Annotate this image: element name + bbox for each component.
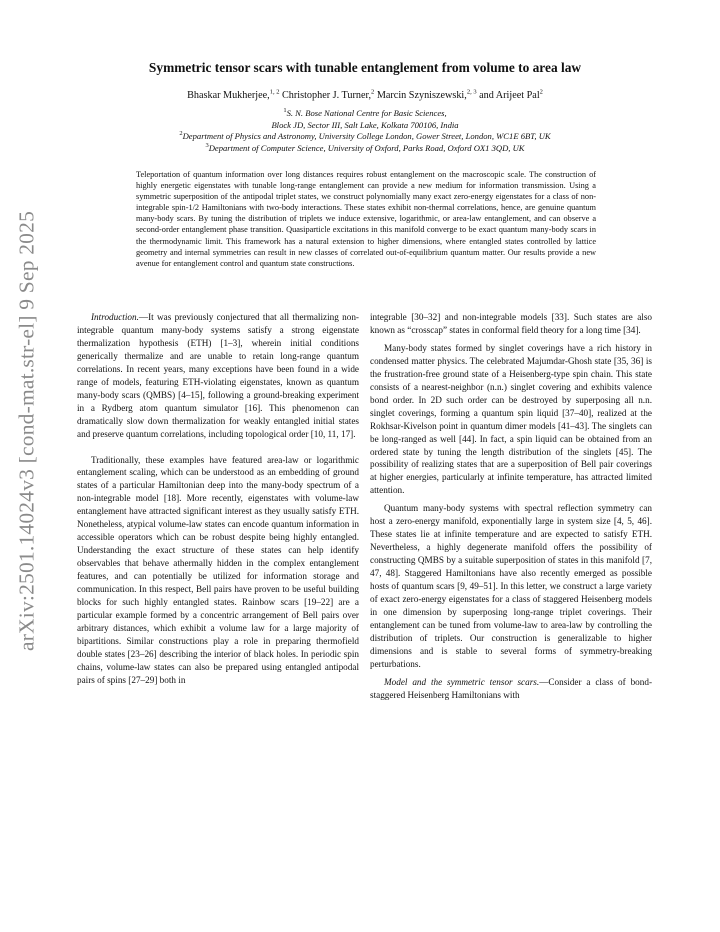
affiliation-line bbox=[60, 108, 670, 120]
paragraph bbox=[77, 311, 359, 441]
section-lead: Model and the symmetric tensor scars. bbox=[384, 676, 540, 687]
arxiv-identifier-text: arXiv:2501.14024v3 [cond-mat.str-el] 9 Sep 2025 bbox=[14, 210, 39, 652]
author-affiliation-mark: 2 bbox=[539, 88, 543, 96]
affiliation-text: S. N. Bose National Centre for Basic Sciences, bbox=[286, 108, 447, 118]
author-affiliation-mark: 2, 3 bbox=[466, 88, 477, 96]
author-affiliation-mark: 2 bbox=[371, 88, 375, 96]
right-column bbox=[370, 311, 652, 702]
paragraph-text: —Consider a class of bond-staggered Heisenberg Hamiltonians with bbox=[370, 676, 652, 700]
abstract: Teleportation of quantum information over long distances requires robust entanglement on the macroscopic scale. The construction of highly energetic eigenstates with tunable long-range entanglement can provide a new medium for information transmission. Using a symmetric superposition of the antipodal triplet states, we construct polynomially many exact zero-energy eigenstates for a class of non-integrable spin-1/2 Hamiltonians with two-body interactions. These states exhibit non-thermal correlations, hence, are genuine quantum many-body scars. By tuning the distribution of triplets we induce extensive, logarithmic, or area-law entanglement, and can observe a second-order entanglement phase transition. Quasiparticle excitations in this manifold converge to be exact quantum many-body scars in the thermodynamic limit. This framework has a natural extension to higher dimensions, where entangled states controlled by lattice geometry and internal symmetries can result in new classes of correlated out-of-equilibrium quantum matter. Our results provide a new avenue for entanglement control and quantum state constructions. bbox=[136, 170, 596, 268]
left-column bbox=[77, 311, 359, 687]
paper-title: Symmetric tensor scars with tunable entanglement from volume to area law bbox=[148, 60, 582, 75]
affiliation-text: Department of Physics and Astronomy, University College London, Gower Street, London, WC1E 6BT, UK bbox=[182, 131, 551, 142]
author: Christopher J. Turner, bbox=[279, 90, 372, 101]
author: Bhaskar Mukherjee, bbox=[187, 90, 270, 101]
affiliation-list bbox=[60, 108, 670, 154]
affiliation-text: Department of Computer Science, University of Oxford, Parks Road, Oxford OX1 3QD, UK bbox=[208, 142, 525, 153]
author-list bbox=[60, 90, 670, 101]
author-affiliation-mark: 1, 2 bbox=[269, 88, 280, 96]
section-lead: Introduction. bbox=[91, 312, 139, 322]
affiliation-text: Block JD, Sector III, Salt Lake, Kolkata 700106, India bbox=[271, 119, 459, 130]
paragraph bbox=[370, 676, 652, 702]
affiliation-mark: 1 bbox=[283, 107, 287, 115]
affiliation-line bbox=[60, 120, 670, 132]
author: and Arijeet Pal bbox=[476, 90, 540, 101]
affiliation-mark: 3 bbox=[205, 141, 209, 149]
affiliation-mark: 2 bbox=[179, 130, 183, 138]
paragraph: integrable [30–32] and non-integrable models [33]. Such states are also known as “crosscap” states in conformal field theory for a long time [34]. bbox=[370, 312, 652, 335]
affiliation-line bbox=[60, 143, 670, 155]
paragraph: Traditionally, these examples have featured area-law or logarithmic entanglement scaling, which can be understood as an embedding of ground states of a particular Hamiltonian deep into the many-body spectrum of a non-integrable model [18]. More recently, eigenstates with volume-law entanglement have attracted significant interest as they usually satisfy ETH. Nonetheless, atypical volume-law states can encode quantum information in accessible operators which can be robust despite being highly entangled. Understanding the exact structure of these states can help identify observables that behave athermally hidden in the complex entanglement features, and can potentially be utilized for information storage and communication. In this respect, Bell pairs have proven to be useful building blocks for such highly entangled states. Rainbow scars [19–22] are a particular example formed by a concentric arrangement of Bell pairs over arbitrary distances, which exhibit a volume law for a large majority of bipartitions. Similar constructions play a role in preparing thermofield double states [23–26] describing the interior of black holes. In periodic spin chains, volume-law states can also be prepared using entangled antipodal pairs of spins [27–29] both in bbox=[77, 454, 359, 685]
paragraph: Quantum many-body systems with spectral reflection symmetry can host a zero-energy manifold, exponentially large in system size [4, 5, 46]. These states lie at infinite temperature and are expected to satisfy ETH. Nevertheless, a highly degenerate manifold offers the possibility of constructing QMBS by a suitable superposition of states in this manifold [7, 47, 48]. Staggered Hamiltonians have also recently emerged as possible hosts of quantum scars [9, 49–51]. In this letter, we construct a large variety of exact zero-energy eigenstates for a class of staggered Heisenberg models in one dimension by superposing long-range triplet coverings. Their entanglement can be tuned from volume-law to area-law by controlling the distribution of triplets. Our construction is generalizable to higher dimensions and is stable to several forms of symmetry-breaking perturbations. bbox=[370, 503, 652, 669]
author: Marcin Szyniszewski, bbox=[374, 90, 467, 101]
affiliation-line bbox=[60, 131, 670, 143]
paragraph-text: —It was previously conjectured that all thermalizing non-integrable quantum many-body systems satisfy a strong eigenstate thermalization hypothesis (ETH) [1–3], wherein initial conditions generically thermalize and are unable to retain long-range quantum correlations. In recent years, many exceptions have been found in a wide range of models, featuring ETH-violating eigenstates, known as quantum many-body scars (QMBS) [4–15], following a ground-breaking experiment in a Rydberg atom quantum simulator [16]. This phenomenon can dramatically slow down thermalization for weakly entangled initial states and preserve quantum correlations, including topological order [10, 11, 17]. bbox=[77, 312, 359, 439]
paragraph: Many-body states formed by singlet coverings have a rich history in condensed matter physics. The celebrated Majumdar-Ghosh state [35, 36] is the frustration-free ground state of a Heisenberg-type spin chain. This state consists of a nearest-neighbor (n.n.) singlet covering and exhibits valence bond order. In 2D such order can be destroyed by superposing all n.n. singlet coverings, forming a quantum spin liquid [37–40], realized at the Rokhsar-Kivelson point in quantum dimer models [41–43]. The singlets can be long-ranged as well [44]. In fact, a spin liquid can be obtained from an ordered state by tuning the length distribution of the singlets [45]. The possibility of realizing states that are a superposition of Bell pair coverings at higher energies, particularly at infinite temperature, has attracted limited attention. bbox=[370, 342, 652, 496]
arxiv-identifier bbox=[14, 196, 40, 666]
